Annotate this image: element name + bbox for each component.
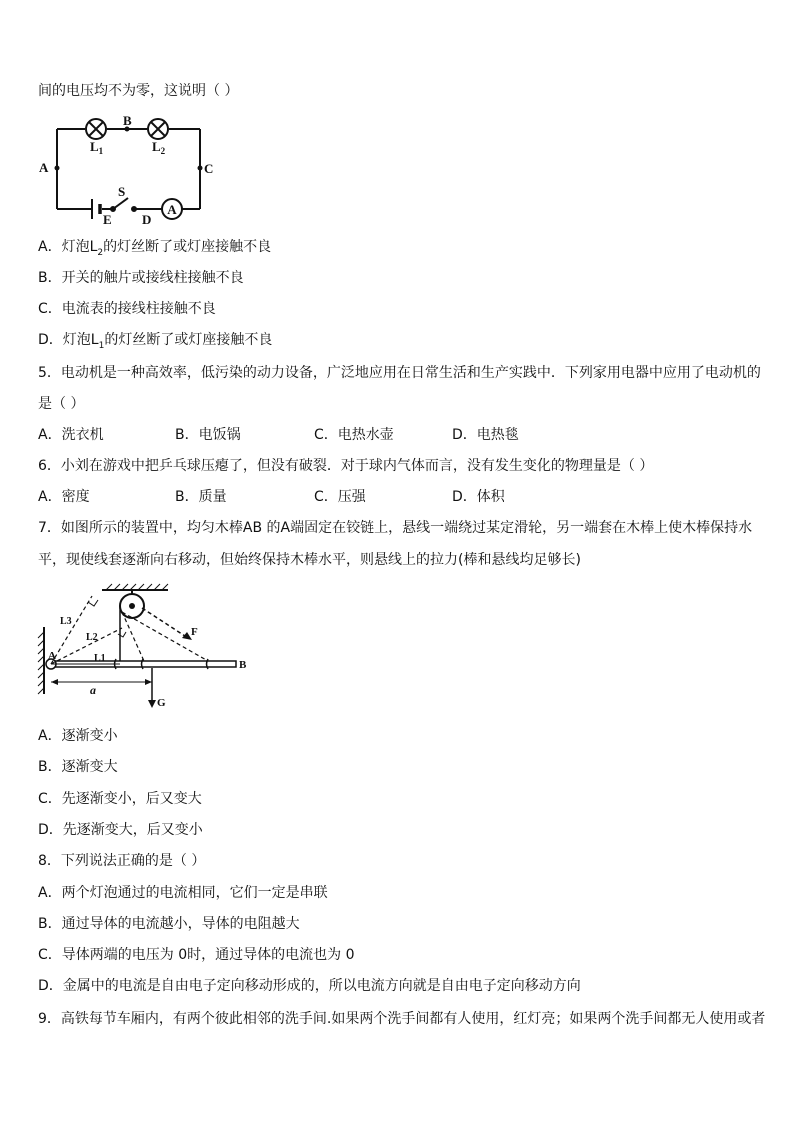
distance-a-label: a bbox=[90, 683, 96, 697]
point-b-label: B bbox=[239, 659, 247, 671]
q8-stem: 8．下列说法正确的是（ ） bbox=[38, 853, 206, 869]
q7-stem-line1: 7．如图所示的装置中，均匀木棒AB 的A端固定在铰链上，悬线一端绕过某定滑轮，另一端套在木棒上使木棒保持水 bbox=[38, 520, 753, 536]
point-c-label: C bbox=[204, 161, 214, 176]
q4-option-d: D．灯泡$L_1$的灯丝断了或灯座接触不良 bbox=[38, 332, 273, 351]
ammeter-icon bbox=[162, 199, 182, 219]
q4-option-b: B．开关的触片或接线柱接触不良 bbox=[38, 270, 244, 286]
q7-stem-line2: 平，现使线套逐渐向右移动，但始终保持木棒水平，则悬线上的拉力(棒和悬线均足够长) bbox=[38, 552, 581, 568]
q6-option-c: C．压强 bbox=[314, 489, 366, 505]
q8-option-d: D．金属中的电流是自由电子定向移动形成的，所以电流方向就是自由电子定向移动方向 bbox=[38, 978, 581, 994]
q5-option-c: C．电热水壶 bbox=[314, 427, 394, 443]
lamp-l1-icon bbox=[86, 119, 106, 139]
point-e-label: E bbox=[103, 212, 112, 227]
pulley-icon bbox=[120, 590, 144, 618]
q4-continuation-text: 间的电压均不为零，这说明（ ） bbox=[38, 83, 239, 99]
battery-icon bbox=[92, 199, 100, 219]
q9-stem: 9．高铁每节车厢内，有两个彼此相邻的洗手间.如果两个洗手间都有人使用，红灯亮；如果两个洗手间都无人使用或者 bbox=[38, 1011, 766, 1027]
q5-stem-line2: 是（ ） bbox=[38, 396, 85, 412]
q5-option-a: A．洗衣机 bbox=[38, 427, 104, 443]
lamp-l2-icon bbox=[148, 119, 168, 139]
lever-pulley-diagram bbox=[36, 582, 256, 714]
q6-stem: 6．小刘在游戏中把乒乓球压瘪了，但没有破裂．对于球内气体而言，没有发生变化的物理量是（ ） bbox=[38, 458, 654, 474]
circuit-diagram bbox=[36, 112, 226, 227]
force-f-label: F bbox=[191, 626, 198, 638]
q5-stem-line1: 5．电动机是一种高效率，低污染的动力设备，广泛地应用在日常生活和生产实践中．下列家用电器中应用了电动机的 bbox=[38, 365, 761, 381]
weight-g-label: G bbox=[157, 697, 166, 709]
q7-option-d: D．先逐渐变大，后又变小 bbox=[38, 822, 203, 838]
q4-option-a: A．灯泡$L_2$的灯丝断了或灯座接触不良 bbox=[38, 239, 272, 258]
arm-l3-label: L3 bbox=[60, 616, 72, 627]
point-d-label: D bbox=[142, 212, 152, 227]
q7-option-c: C．先逐渐变小，后又变大 bbox=[38, 791, 202, 807]
lamp-l2-label: $L_2$ bbox=[152, 139, 166, 156]
q7-option-a: A．逐渐变小 bbox=[38, 728, 118, 744]
q4-option-c: C．电流表的接线柱接触不良 bbox=[38, 301, 216, 317]
q5-option-d: D．电热毯 bbox=[452, 427, 519, 443]
q6-option-a: A．密度 bbox=[38, 489, 90, 505]
q6-option-d: D．体积 bbox=[452, 489, 505, 505]
q5-option-b: B．电饭锅 bbox=[175, 427, 241, 443]
point-a-label: A bbox=[48, 650, 56, 662]
ammeter-label: A bbox=[167, 202, 177, 217]
q8-option-c: C．导体两端的电压为 0时，通过导体的电流也为 0 bbox=[38, 947, 355, 963]
arm-l1-label: L1 bbox=[94, 653, 106, 664]
switch-s-label: S bbox=[118, 184, 126, 199]
point-b-label: B bbox=[123, 113, 132, 128]
arm-l2-label: L2 bbox=[86, 632, 98, 643]
point-a-label: A bbox=[39, 160, 49, 175]
q8-option-b: B．通过导体的电流越小，导体的电阻越大 bbox=[38, 916, 300, 932]
switch-icon bbox=[111, 198, 136, 211]
q6-option-b: B．质量 bbox=[175, 489, 227, 505]
q7-option-b: B．逐渐变大 bbox=[38, 759, 118, 775]
lamp-l1-label: $L_1$ bbox=[90, 139, 104, 156]
q8-option-a: A．两个灯泡通过的电流相同，它们一定是串联 bbox=[38, 885, 328, 901]
